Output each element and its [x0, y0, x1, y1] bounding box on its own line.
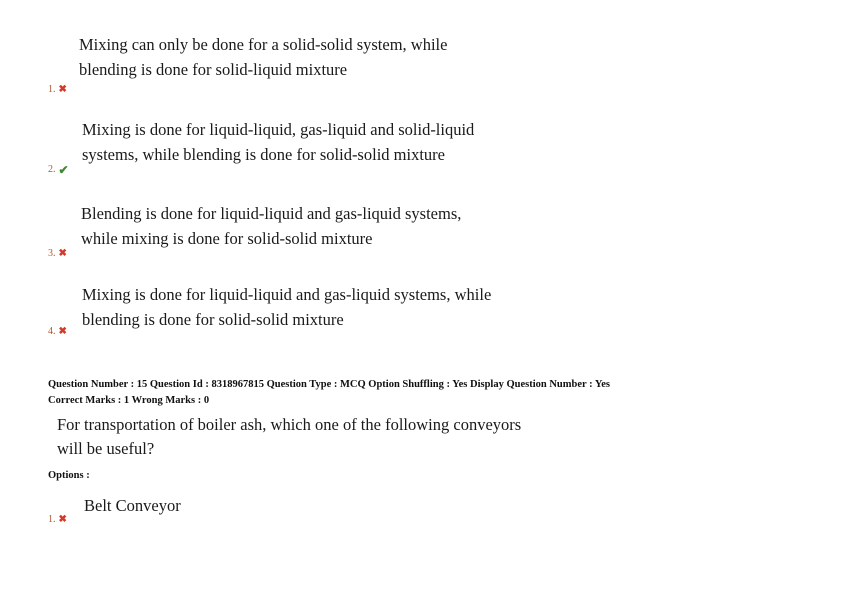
prev-option-4-line1: Mixing is done for liquid-liquid and gas-liquid systems, while [82, 285, 492, 304]
prev-option-2-line2: systems, while blending is done for solid-solid mixture [82, 145, 445, 164]
prev-option-4-marker [48, 326, 67, 338]
option-number: 1. [48, 514, 56, 525]
question-line1: For transportation of boiler ash, which one of the following conveyors [57, 415, 522, 434]
prev-option-1-line1: Mixing can only be done for a solid-solid system, while [79, 35, 448, 54]
correct-check-icon: ✔ [58, 163, 69, 177]
prev-option-3-line1: Blending is done for liquid-liquid and gas-liquid systems, [81, 204, 462, 223]
wrong-cross-icon: ✖ [58, 326, 67, 337]
prev-option-1-marker [48, 84, 67, 96]
wrong-cross-icon: ✖ [58, 514, 67, 525]
prev-option-4-line2: blending is done for solid-solid mixture [82, 310, 344, 329]
option-1-marker [48, 514, 67, 526]
option-number: 4. [48, 326, 56, 337]
option-number: 2. [48, 164, 56, 175]
question-meta-line2: Correct Marks : 1 Wrong Marks : 0 [48, 395, 210, 406]
prev-option-2-marker [48, 164, 69, 176]
option-1-text [84, 493, 181, 518]
prev-option-3-marker [48, 248, 67, 260]
prev-option-3-text [81, 201, 461, 251]
prev-option-3-line2: while mixing is done for solid-solid mixture [81, 229, 373, 248]
prev-option-2-line1: Mixing is done for liquid-liquid, gas-liquid and solid-liquid [82, 120, 475, 139]
prev-option-4-text [82, 282, 491, 332]
question-text [57, 413, 521, 461]
prev-option-2-text [82, 117, 474, 167]
options-label: Options : [48, 470, 90, 481]
prev-option-1-line2: blending is done for solid-liquid mixture [79, 60, 348, 79]
question-line2: will be useful? [57, 439, 155, 458]
option-1-line1: Belt Conveyor [84, 496, 181, 515]
wrong-cross-icon: ✖ [58, 248, 67, 259]
question-meta-line1: Question Number : 15 Question Id : 8318967815 Question Type : MCQ Option Shuffling : Yes Display Question Number : Yes [48, 379, 611, 390]
option-number: 3. [48, 248, 56, 259]
prev-option-1-text [79, 32, 447, 82]
option-number: 1. [48, 84, 56, 95]
wrong-cross-icon: ✖ [58, 84, 67, 95]
